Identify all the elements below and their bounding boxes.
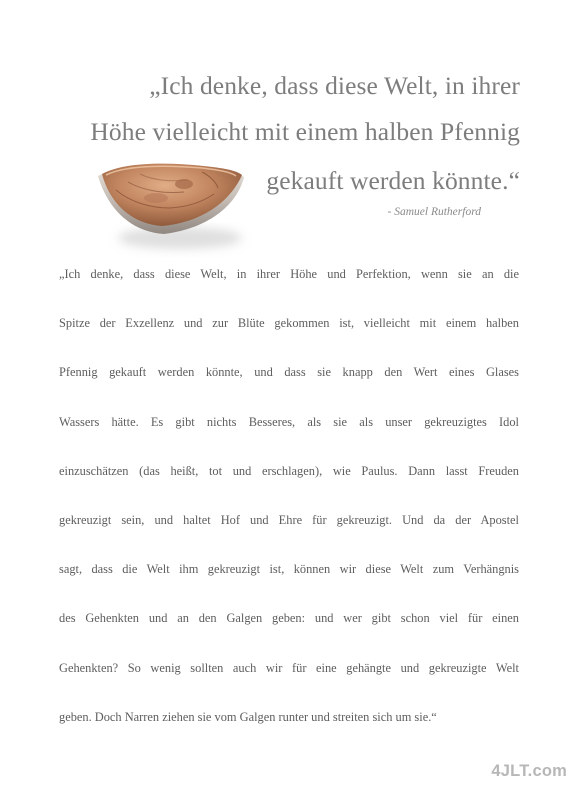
- half-penny-coin-image: [92, 150, 252, 260]
- body-line: Pfennig gekauft werden könnte, und dass sie knapp den Wert eines Glases: [59, 365, 519, 380]
- headline-line-3: gekauft werden könnte.“: [266, 166, 520, 195]
- body-line: des Gehenkten und an den Galgen geben: und wer gibt schon viel für einen: [59, 611, 519, 626]
- quote-body: [59, 264, 519, 756]
- body-line: gekreuzigt sein, und haltet Hof und Ehre für gekreuzigt. Und da der Apostel: [59, 512, 519, 527]
- body-line: „Ich denke, dass diese Welt, in ihrer Höhe und Perfektion, wenn sie an die: [59, 267, 519, 281]
- body-line: einzuschätzen (das heißt, tot und erschlagen), wie Paulus. Dann lasst Freuden: [59, 463, 519, 478]
- body-line: sagt, dass die Welt ihm gekreuzigt ist, können wir diese Welt zum Verhängnis: [59, 562, 519, 577]
- body-line: Wassers hätte. Es gibt nichts Besseres, als sie als unser gekreuzigtes Idol: [59, 414, 519, 429]
- body-line: Spitze der Exzellenz und zur Blüte gekommen ist, vielleicht mit einem halben: [59, 316, 519, 331]
- headline-line-1: „Ich denke, dass diese Welt, in ihrer: [149, 71, 520, 100]
- quote-attribution: - Samuel Rutherford: [387, 206, 481, 218]
- headline-line-2: Höhe vielleicht mit einem halben Pfennig: [90, 117, 520, 146]
- body-line: geben. Doch Narren ziehen sie vom Galgen runter und streiten sich um sie.“: [59, 709, 437, 724]
- site-watermark: 4JLT.com: [491, 762, 567, 780]
- body-line: Gehenkten? So wenig sollten auch wir für eine gehängte und gekreuzigte Welt: [59, 660, 519, 675]
